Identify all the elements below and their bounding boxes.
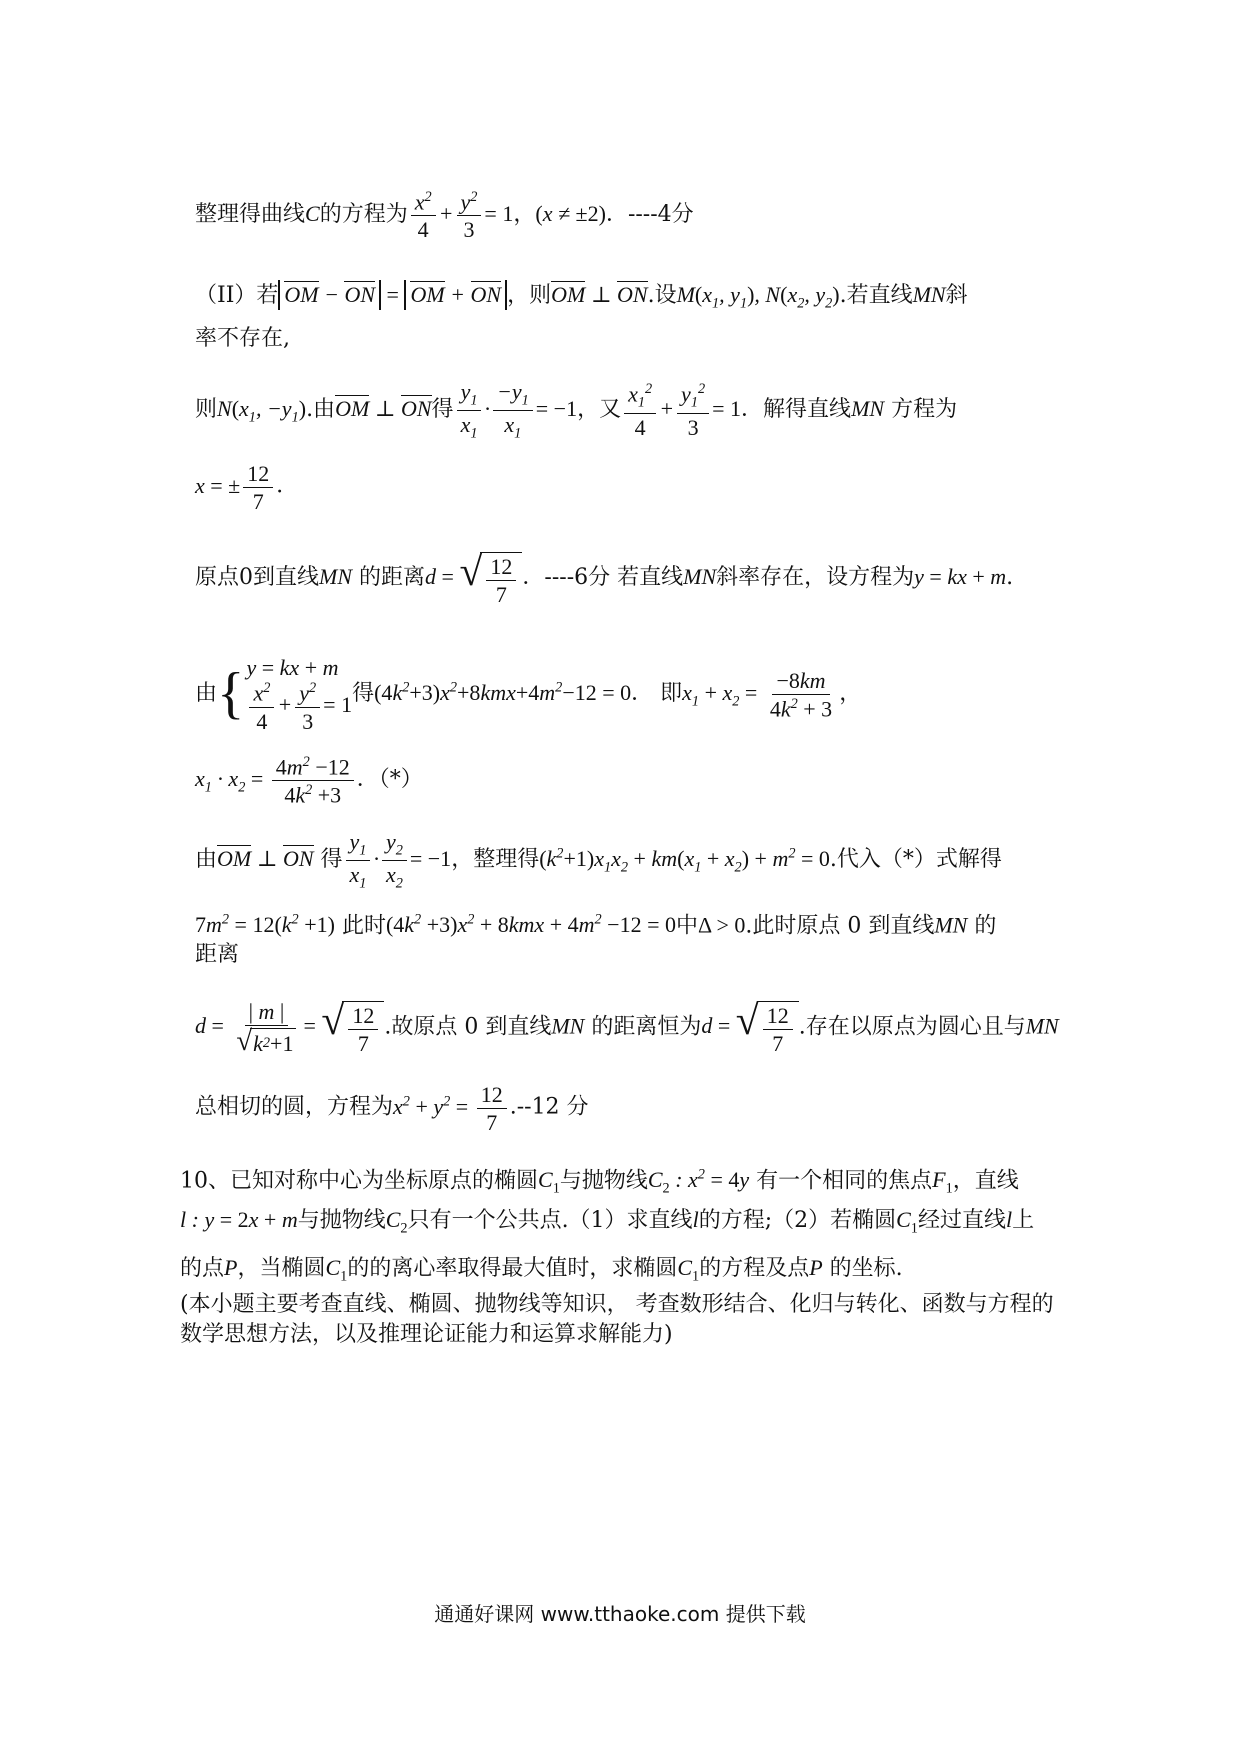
text: 与抛物线 [297, 1208, 386, 1233]
text: ．（*） [356, 766, 423, 792]
equation: $\frac{y_1}{x_1}$ · $\frac{y_2}{x_2}$ = −1 [343, 846, 452, 871]
math: MN [934, 912, 968, 938]
distance-line [195, 549, 1075, 608]
product-line [195, 755, 1075, 807]
text: .设 [647, 283, 677, 308]
circle-equation-line [195, 1083, 1075, 1134]
perpendicular-condition-line [195, 830, 1075, 892]
text: .若直线 [839, 283, 913, 308]
text: 的方程为 [319, 201, 408, 227]
text: .故原点 0 到直线 [384, 1014, 552, 1040]
text: 距离 [195, 942, 240, 967]
problem-10-note-2 [180, 1320, 1060, 1350]
text: 有一个相同的焦点 [756, 1168, 933, 1194]
text: ．----6分 若直线 [522, 565, 684, 591]
line-equation-result [195, 462, 1075, 513]
math: $C_1$ [677, 1255, 700, 1285]
text: ． 即 [631, 680, 683, 706]
text: .此时原点 0 到直线 [745, 913, 935, 939]
text: 的方程;（2）若椭圆 [698, 1208, 897, 1233]
part-two-line [195, 280, 1075, 318]
equation: $(4k^2 +3)x^2 + 8kmx + 4m^2 -12 = 0$ [385, 912, 676, 938]
system-line [195, 655, 1075, 733]
equation: d = | m | √ k 2 +1 = √ $\frac{12}{7}$ [195, 1013, 384, 1038]
math: MN [683, 564, 717, 590]
equation: $(4k^2+3)x^2+8kmx+4m^2-12 = 0$ [374, 679, 632, 705]
math: l [692, 1207, 699, 1232]
curve-equation-line [195, 190, 1075, 242]
equation-system: { y = kx + m $\frac{x^2}{4}$ + $\frac{y^2}{3}$ = 1 [217, 655, 353, 734]
text: 中 [676, 913, 699, 939]
text: 则 [195, 396, 218, 422]
text: 的 [974, 913, 997, 939]
text: ，当椭圆 [237, 1256, 326, 1281]
math: $F_1$ [932, 1167, 953, 1197]
math: $C_1$ [538, 1167, 560, 1197]
text: 经过直线 [917, 1208, 1006, 1233]
text: 的距离 [359, 565, 426, 591]
text: 得 [431, 396, 454, 422]
text: 的距离恒为 [591, 1014, 702, 1040]
equation: $7m^2 = 12(k^2 +1)$ [195, 912, 335, 938]
math: $C_1$ [325, 1255, 348, 1285]
math: MN [319, 564, 352, 590]
text: 原点0到直线 [195, 565, 319, 591]
math: $N(x_1$, $-y_1$) [217, 395, 307, 426]
math: $M(x_1$, $y_1$), $N(x_2$, $y_2$) [676, 282, 840, 312]
part-two-line-cont [195, 324, 1075, 354]
text: ， [839, 680, 862, 706]
text: .存在以原点为圆心且与 [798, 1014, 1026, 1040]
math: Δ > 0 [698, 912, 746, 938]
math: $C_1$ [896, 1207, 918, 1237]
equation: $x^2 + y^2$ = $\frac{12}{7}$ [393, 1094, 510, 1119]
text: 数学思想方法，以及推理论证能力和运算求解能力) [180, 1322, 673, 1347]
text: 方程为 [891, 396, 958, 422]
math: OM − ON = OM + ON [278, 282, 507, 307]
text: 的的离心率取得最大值时，求椭圆 [347, 1256, 678, 1281]
text: 10、已知对称中心为坐标原点的椭圆 [180, 1168, 538, 1194]
math: y = kx + m [914, 564, 1007, 590]
text: 由 [195, 680, 218, 706]
text: 斜率存在，设方程为 [716, 565, 915, 591]
text: ．解得直线 [741, 396, 852, 422]
text: 整理得曲线 [195, 201, 306, 227]
text: （II）若 [195, 283, 279, 308]
problem-10-line-1 [180, 1160, 1060, 1204]
substitution-line [195, 905, 1075, 941]
text: 得 [352, 680, 375, 706]
math: MN [851, 395, 885, 421]
text: 率不存在, [195, 326, 290, 351]
math: $C_2$ [385, 1207, 408, 1237]
text: 与抛物线 [559, 1168, 648, 1194]
slope-undefined-line [195, 380, 1075, 442]
problem-10-note-1 [180, 1290, 1060, 1320]
text: ． [276, 473, 299, 499]
math: $C_2$ : $x^2 = 4y$ [647, 1167, 750, 1197]
math: P [809, 1255, 823, 1280]
equation: d = √ $\frac{12}{7}$ [425, 564, 522, 589]
equation: $(k^2+1)x_1x_2 + km(x_1 + x_2) + m^2 = 0$ [539, 845, 830, 876]
text: 由 [195, 846, 218, 872]
substitution-line-cont [195, 940, 1075, 970]
math: OM ⊥ ON [335, 395, 432, 421]
text: 得 [320, 846, 343, 872]
text: ， [513, 201, 536, 227]
equation: $x_1 \cdot x_2$ = $\frac{4m^2 -12}{4k^2 +3}$ [195, 766, 357, 791]
text: 此时 [341, 913, 386, 939]
text: ，整理得 [451, 846, 540, 872]
text: ，则 [507, 283, 552, 308]
equation: $x_1 + x_2$ = $\frac{-8km}{4k^2 + 3}$ [682, 668, 833, 722]
math: l : y = 2x + m [180, 1207, 298, 1232]
text: .--12 分 [509, 1094, 589, 1120]
text: 只有一个公共点.（1）求直线 [407, 1208, 693, 1233]
text: 的方程及点 [699, 1256, 810, 1281]
text: 的坐标. [829, 1256, 903, 1281]
math: l [1005, 1207, 1013, 1232]
text: 的点 [180, 1256, 225, 1281]
math: (x ≠ ±2) [535, 200, 606, 226]
problem-10-line-2 [180, 1205, 1060, 1243]
text: 上 [1012, 1208, 1035, 1233]
text: . [1006, 565, 1014, 591]
math: MN [551, 1013, 585, 1039]
equation: $\frac{x^2}{4}$ + $\frac{y^2}{3}$ = 1 [408, 201, 514, 226]
text: .由 [306, 396, 336, 422]
equation: $\frac{y_1}{x_1}$ · $\frac{-y_1}{x_1}$ = −1 [454, 396, 578, 421]
math: MN [1025, 1013, 1059, 1039]
equation: $\frac{x_1^2}{4}$ + $\frac{y_1^2}{3}$ = 1 [621, 396, 741, 421]
text: (本小题主要考查直线、椭圆、抛物线等知识， 考查数形结合、化归与转化、函数与方程的 [180, 1292, 1054, 1317]
text: 斜 [945, 283, 968, 308]
equation: d = √ $\frac{12}{7}$ [701, 1013, 798, 1038]
math: OM ⊥ ON [217, 845, 314, 871]
distance-constant-line [195, 1000, 1075, 1057]
math: P [224, 1255, 238, 1280]
math: OM ⊥ ON [551, 282, 648, 307]
math: C [305, 200, 320, 226]
footer-source: 通通好课网 www.tthaoke.com 提供下载 [434, 1602, 806, 1626]
math: MN [912, 282, 946, 307]
text: .代入（*）式解得 [829, 846, 1002, 872]
text: ．----4分 [605, 201, 694, 227]
problem-10-line-3 [180, 1253, 1060, 1291]
equation: x = ± $\frac{12}{7}$ [195, 473, 276, 498]
text: ，又 [577, 396, 622, 422]
text: 总相切的圆，方程为 [195, 1094, 394, 1120]
text: ，直线 [952, 1168, 1019, 1194]
